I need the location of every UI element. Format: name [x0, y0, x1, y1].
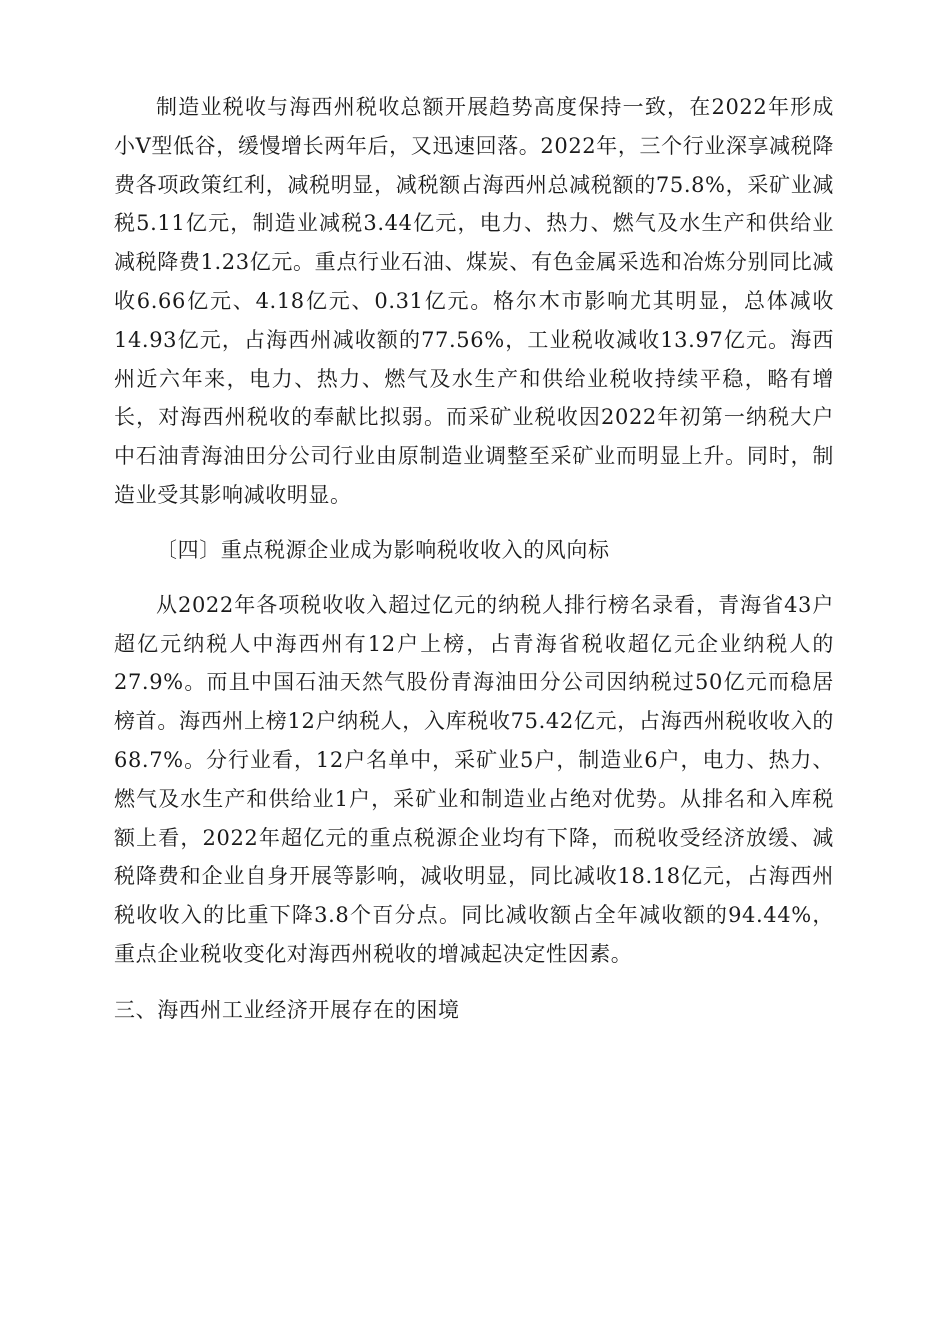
subheading-key-tax-enterprises: 〔四〕重点税源企业成为影响税收收入的风向标 — [156, 537, 610, 562]
document-body — [114, 88, 834, 1030]
section-heading-difficulties: 三、海西州工业经济开展存在的困境 — [114, 997, 460, 1022]
paragraph-taxpayer-ranking: 从2022年各项税收收入超过亿元的纳税人排行榜名录看，青海省43户超亿元纳税人中海西州有12户上榜，占青海省税收超亿元企业纳税人的27.9%。而且中国石油天然气股份青海油田分公司因纳税过50亿元而稳居榜首。海西州上榜12户纳税人，入库税收75.42亿元，占海西州税收收入的68.7%。分行业看，12户名单中，采矿业5户，制造业6户，电力、热力、燃气及水生产和供给业1户，采矿业和制造业占绝对优势。从排名和入库税额上看，2022年超亿元的重点税源企业均有下降，而税收受经济放缓、减税降费和企业自身开展等影响，减收明显，同比减收18.18亿元，占海西州税收收入的比重下降3.8个百分点。同比减收额占全年减收额的94.44%，重点企业税收变化对海西州税收的增减起决定性因素。 — [114, 592, 834, 966]
paragraph-manufacturing-tax-trend: 制造业税收与海西州税收总额开展趋势高度保持一致，在2022年形成小V型低谷，缓慢增长两年后，又迅速回落。2022年，三个行业深享减税降费各项政策红利，减税明显，减税额占海西州总减税额的75.8%，采矿业减税5.11亿元，制造业减税3.44亿元，电力、热力、燃气及水生产和供给业减税降费1.23亿元。重点行业石油、煤炭、有色金属采选和冶炼分别同比减收6.66亿元、4.18亿元、0.31亿元。格尔木市影响尤其明显，总体减收14.93亿元，占海西州减收额的77.56%，工业税收减收13.97亿元。海西州近六年来，电力、热力、燃气及水生产和供给业税收持续平稳，略有增长，对海西州税收的奉献比拟弱。而采矿业税收因2022年初第一纳税大户中石油青海油田分公司行业由原制造业调整至采矿业而明显上升。同时，制造业受其影响减收明显。 — [114, 95, 834, 507]
